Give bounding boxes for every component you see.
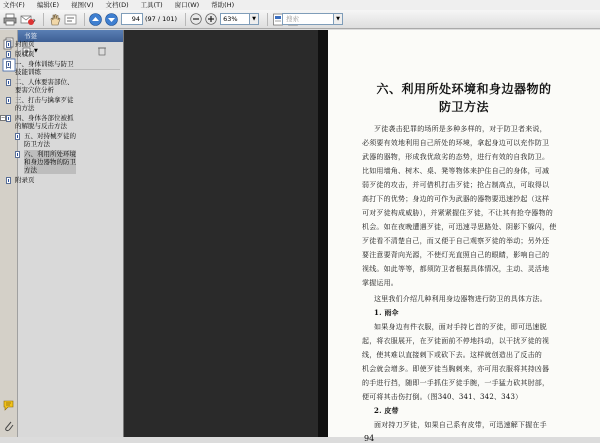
printer-icon bbox=[3, 13, 17, 26]
bookmark-chapter-3[interactable] bbox=[6, 96, 102, 112]
previous-page-button[interactable] bbox=[89, 12, 102, 26]
text-line: 弱歹徒的攻击，并可借机打击歹徒；抢占制高点，可取得以 bbox=[362, 181, 550, 189]
collapse-toggle-icon[interactable]: − bbox=[1, 115, 6, 121]
toolbar-separator bbox=[84, 13, 85, 26]
comments-icon[interactable] bbox=[3, 399, 15, 411]
bookmark-appendix[interactable] bbox=[6, 176, 102, 184]
bookmark-icon bbox=[6, 79, 11, 86]
toolbar-separator bbox=[43, 13, 44, 26]
select-text-icon bbox=[64, 13, 77, 26]
zoom-dropdown-button[interactable] bbox=[250, 13, 259, 25]
attachment-icon[interactable] bbox=[3, 420, 15, 432]
bookmark-icon bbox=[6, 97, 11, 104]
section-heading: 2. 皮带 bbox=[374, 406, 399, 415]
bookmark-label: 三、打击与擒拿歹徒 的方法 bbox=[15, 96, 74, 112]
bookmark-chapter-5[interactable] bbox=[15, 132, 102, 148]
bookmark-cover[interactable] bbox=[6, 40, 102, 48]
text-line: 面对持刀歹徒，如果自己系有皮带，可迅速解下握在手 bbox=[374, 421, 547, 429]
menu-bar bbox=[0, 0, 600, 10]
menu-view[interactable]: 视图(V) bbox=[71, 1, 94, 9]
menu-file[interactable]: 文件(F) bbox=[3, 1, 25, 9]
bookmark-label: 四、身体各部位被抓 的解脱与反击方法 bbox=[15, 114, 74, 130]
email-button[interactable] bbox=[20, 12, 36, 26]
text-line: 歹徒袭击犯罪的场所是多种多样的，对于防卫者来说， bbox=[374, 125, 547, 133]
menu-edit[interactable]: 编辑(E) bbox=[36, 1, 59, 9]
text-line: 如果身边有件衣服，面对手持匕首的歹徒，即可迅速脱 bbox=[374, 323, 547, 331]
next-page-button[interactable] bbox=[105, 12, 118, 26]
page-gutter bbox=[318, 30, 328, 437]
arrow-up-icon bbox=[89, 13, 102, 26]
bookmark-icon bbox=[15, 133, 20, 140]
text-line: 便可将其击伤打倒。（图340、341、342、343） bbox=[362, 393, 523, 401]
bookmark-icon bbox=[6, 51, 11, 58]
menu-window[interactable]: 窗口(W) bbox=[174, 1, 200, 9]
zoom-out-button[interactable] bbox=[190, 12, 202, 26]
bookmark-icon bbox=[6, 115, 11, 122]
hand-icon bbox=[48, 13, 61, 26]
hand-tool-button[interactable] bbox=[48, 12, 61, 26]
bookmark-label: 二、人体要害部位、 要害穴位分析 bbox=[15, 78, 74, 94]
bookmark-label: 封面页 bbox=[15, 40, 35, 48]
zoom-level-input[interactable]: 63% bbox=[220, 13, 250, 25]
text-line: 必须要有效地利用自己所处的环境，拿起身边可以充作防卫 bbox=[362, 139, 550, 147]
text-line: 线，使其难以直接刺下或砍下去。这样就创造出了反击的 bbox=[362, 351, 542, 359]
text-line: 可对歹徒构成威胁），并紧紧握住歹徒，不让其有抢夺器物的 bbox=[362, 209, 553, 217]
print-button[interactable] bbox=[3, 12, 17, 26]
text-line: 机会就会增多。即使歹徒当胸刺来，亦可用衣服将其持凶器 bbox=[362, 365, 550, 373]
bookmark-icon bbox=[6, 177, 11, 184]
bookmark-label: 一、身体训练与防卫 技能训练 bbox=[15, 60, 74, 76]
document-page bbox=[328, 30, 600, 443]
select-text-button[interactable] bbox=[64, 12, 77, 26]
bookmark-chapter-1[interactable] bbox=[6, 60, 102, 76]
toolbar-separator bbox=[267, 13, 268, 26]
text-line: 起，将衣服展开，在歹徒面前不停地抖动，以干扰歹徒的视 bbox=[362, 337, 550, 345]
bookmark-label: 附录页 bbox=[15, 176, 35, 184]
text-line: 机会。如在夜晚遭遇歹徒，可迅速寻思路处、阴影下躲闪，使 bbox=[362, 223, 557, 231]
chevron-down-icon: ▼ bbox=[336, 16, 340, 22]
bookmark-icon bbox=[6, 41, 11, 48]
section-heading: 1. 雨伞 bbox=[374, 308, 399, 317]
bookmark-chapter-6[interactable] bbox=[15, 150, 102, 174]
menu-tools[interactable]: 工具(T) bbox=[140, 1, 163, 9]
text-line: 要注意要背向光源，不使灯光直照自己的眼睛，影响自己的 bbox=[362, 251, 550, 259]
chevron-down-icon: ▼ bbox=[252, 16, 256, 22]
chevron-down-icon: ▼ bbox=[34, 47, 38, 54]
text-line: 这里我们介绍几种利用身边器物进行防卫的具体方法。 bbox=[374, 295, 547, 303]
zoom-in-button[interactable] bbox=[205, 12, 217, 26]
bookmark-tree bbox=[1, 40, 102, 186]
bookmark-icon bbox=[6, 61, 11, 68]
toolbar-separator bbox=[185, 13, 186, 26]
bookmark-icon bbox=[15, 151, 20, 158]
text-line: 视线。如此等等，都须防卫者根据具体情况，主动、灵活地 bbox=[362, 265, 550, 273]
text-line: 武器的器物，形成我优敌劣的态势，进行有效的自我防卫。 bbox=[362, 153, 550, 161]
page-number: 94 bbox=[364, 434, 375, 443]
bookmark-chapter-4[interactable] bbox=[1, 114, 102, 130]
text-line: 高打下的优势；身边的可作为武器的器物要迅速抄起（这样 bbox=[362, 195, 550, 203]
menu-document[interactable]: 文档(D) bbox=[105, 1, 129, 9]
search-input[interactable]: 搜索 bbox=[282, 13, 334, 25]
bookmark-label: 五、对持械歹徒的 防卫方法 bbox=[24, 132, 76, 148]
bookmark-chapter-2[interactable] bbox=[6, 78, 102, 94]
search-dropdown-button[interactable] bbox=[334, 13, 343, 25]
bookmark-copyright[interactable] bbox=[6, 47, 102, 58]
zoom-out-icon bbox=[190, 13, 202, 25]
email-icon bbox=[20, 13, 36, 26]
page-title-line-2: 防卫方法 bbox=[438, 100, 489, 114]
bookmark-label: 六、利用所处环境 和身边器物的防卫 方法 bbox=[24, 150, 76, 174]
text-line: 掌握运用。 bbox=[362, 279, 398, 287]
page-count-label: (97 / 101) bbox=[145, 15, 178, 23]
menu-help[interactable]: 帮助(H) bbox=[211, 1, 235, 9]
arrow-down-icon bbox=[105, 13, 118, 26]
text-line: 歹徒看不清楚自己，而又便于自己观察歹徒的举动；另外还 bbox=[362, 237, 550, 245]
text-line: 的手进行挡，随即一手抓住歹徒手腕，一手猛力砍其肘部， bbox=[362, 379, 550, 387]
zoom-in-icon bbox=[205, 13, 217, 25]
bookmark-label: 版权页 bbox=[15, 50, 35, 58]
panel-title: 书签 bbox=[18, 30, 123, 42]
text-line: 比如用墙角、树木、桌、凳等物体来护住自己的身体，可减 bbox=[362, 167, 550, 175]
page-number-input[interactable]: 94 bbox=[121, 13, 143, 25]
page-title: 六、利用所处环境和身边器物的 bbox=[376, 82, 552, 96]
